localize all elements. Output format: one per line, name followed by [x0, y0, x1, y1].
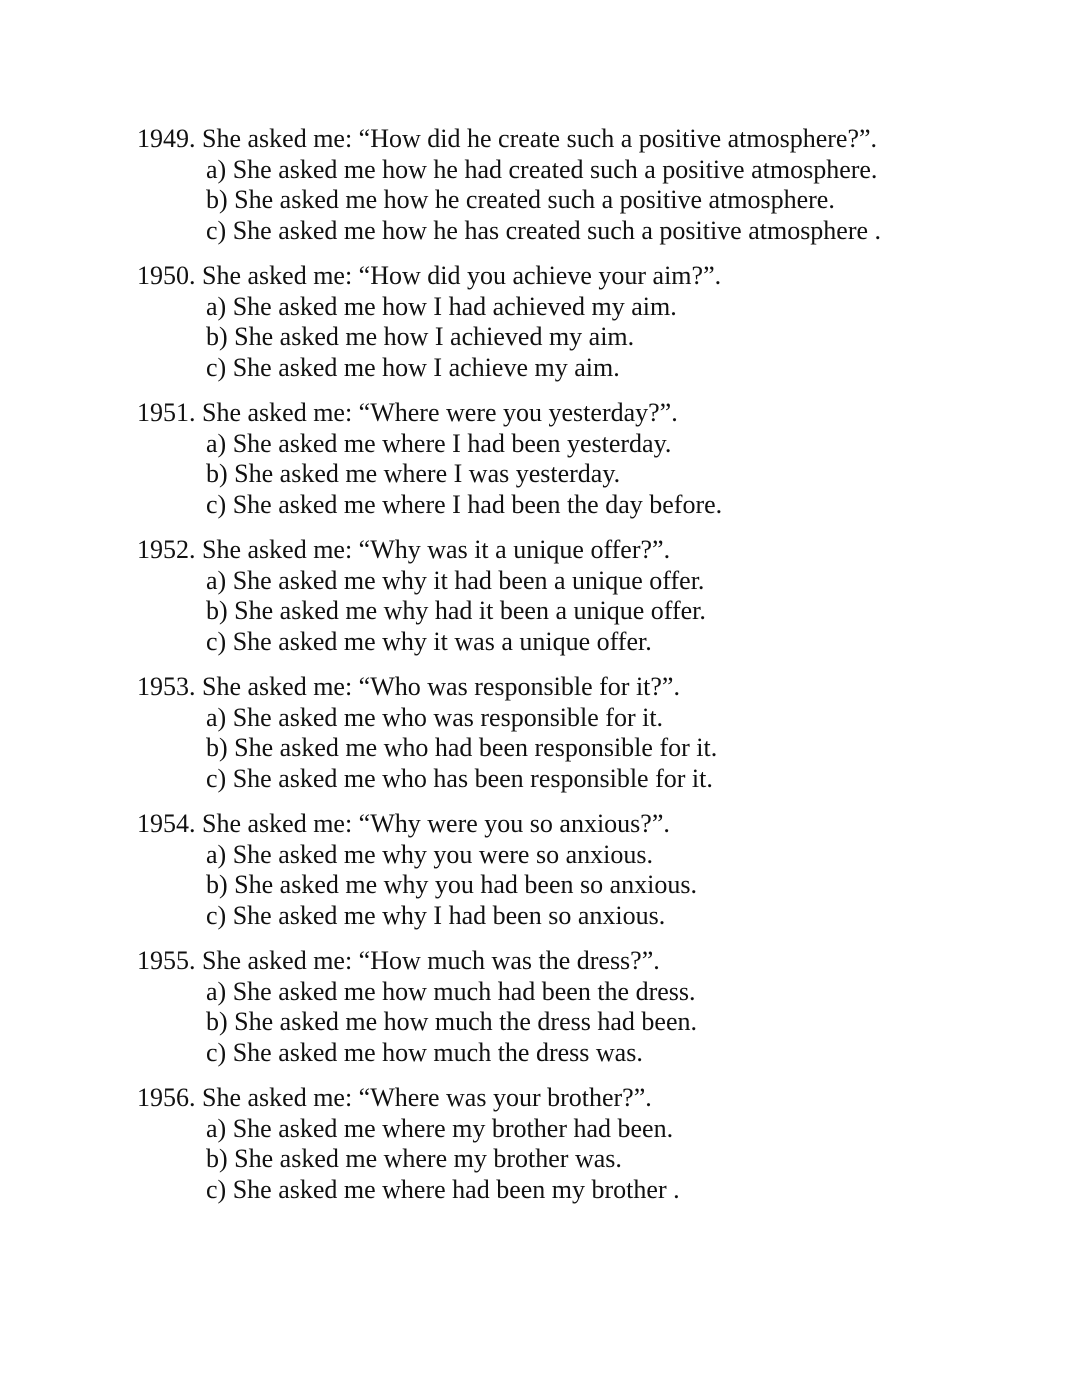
question-stem: 1949. She asked me: “How did he create such a positive atmosphere?”.	[137, 124, 878, 153]
question-stem: 1956. She asked me: “Where was your brother?”.	[137, 1083, 652, 1112]
question-1950	[137, 261, 1037, 383]
option-c: c) She asked me who has been responsible for it.	[206, 763, 713, 793]
question-1952	[137, 535, 1037, 657]
option-b: b) She asked me where I was yesterday.	[206, 459, 621, 488]
option-a: a) She asked me why you were so anxious.	[206, 839, 653, 869]
question-stem: 1951. She asked me: “Where were you yesterday?”.	[137, 398, 678, 427]
option-b: b) She asked me why you had been so anxious.	[206, 870, 698, 899]
option-c: c) She asked me how I achieve my aim.	[206, 352, 620, 382]
option-a: a) She asked me why it had been a unique offer.	[206, 565, 705, 595]
question-stem: 1953. She asked me: “Who was responsible for it?”.	[137, 672, 680, 701]
option-b: b) She asked me how he created such a positive atmosphere.	[206, 185, 835, 214]
option-b: b) She asked me how I achieved my aim.	[206, 322, 635, 351]
option-c: c) She asked me how he has created such a positive atmosphere .	[206, 215, 882, 245]
question-1954	[137, 809, 1037, 931]
question-1953	[137, 672, 1037, 794]
option-b: b) She asked me why had it been a unique offer.	[206, 596, 706, 625]
question-1951	[137, 398, 1037, 520]
question-stem: 1955. She asked me: “How much was the dress?”.	[137, 946, 660, 975]
option-b: b) She asked me how much the dress had been.	[206, 1007, 697, 1036]
option-a: a) She asked me how much had been the dress.	[206, 976, 696, 1006]
question-1956	[137, 1083, 1037, 1205]
option-c: c) She asked me where had been my brother .	[206, 1174, 680, 1204]
option-c: c) She asked me how much the dress was.	[206, 1037, 643, 1067]
option-a: a) She asked me how he had created such a positive atmosphere.	[206, 154, 878, 184]
option-c: c) She asked me where I had been the day before.	[206, 489, 723, 519]
option-a: a) She asked me how I had achieved my aim.	[206, 291, 677, 321]
option-b: b) She asked me who had been responsible for it.	[206, 733, 718, 762]
option-c: c) She asked me why it was a unique offer.	[206, 626, 652, 656]
option-a: a) She asked me where my brother had been.	[206, 1113, 674, 1143]
question-stem: 1950. She asked me: “How did you achieve your aim?”.	[137, 261, 722, 290]
option-a: a) She asked me where I had been yesterday.	[206, 428, 672, 458]
option-a: a) She asked me who was responsible for it.	[206, 702, 664, 732]
question-stem: 1954. She asked me: “Why were you so anxious?”.	[137, 809, 670, 838]
question-list	[137, 124, 1037, 1220]
question-1949	[137, 124, 1037, 246]
option-c: c) She asked me why I had been so anxious.	[206, 900, 666, 930]
option-b: b) She asked me where my brother was.	[206, 1144, 622, 1173]
question-1955	[137, 946, 1037, 1068]
question-stem: 1952. She asked me: “Why was it a unique offer?”.	[137, 535, 671, 564]
